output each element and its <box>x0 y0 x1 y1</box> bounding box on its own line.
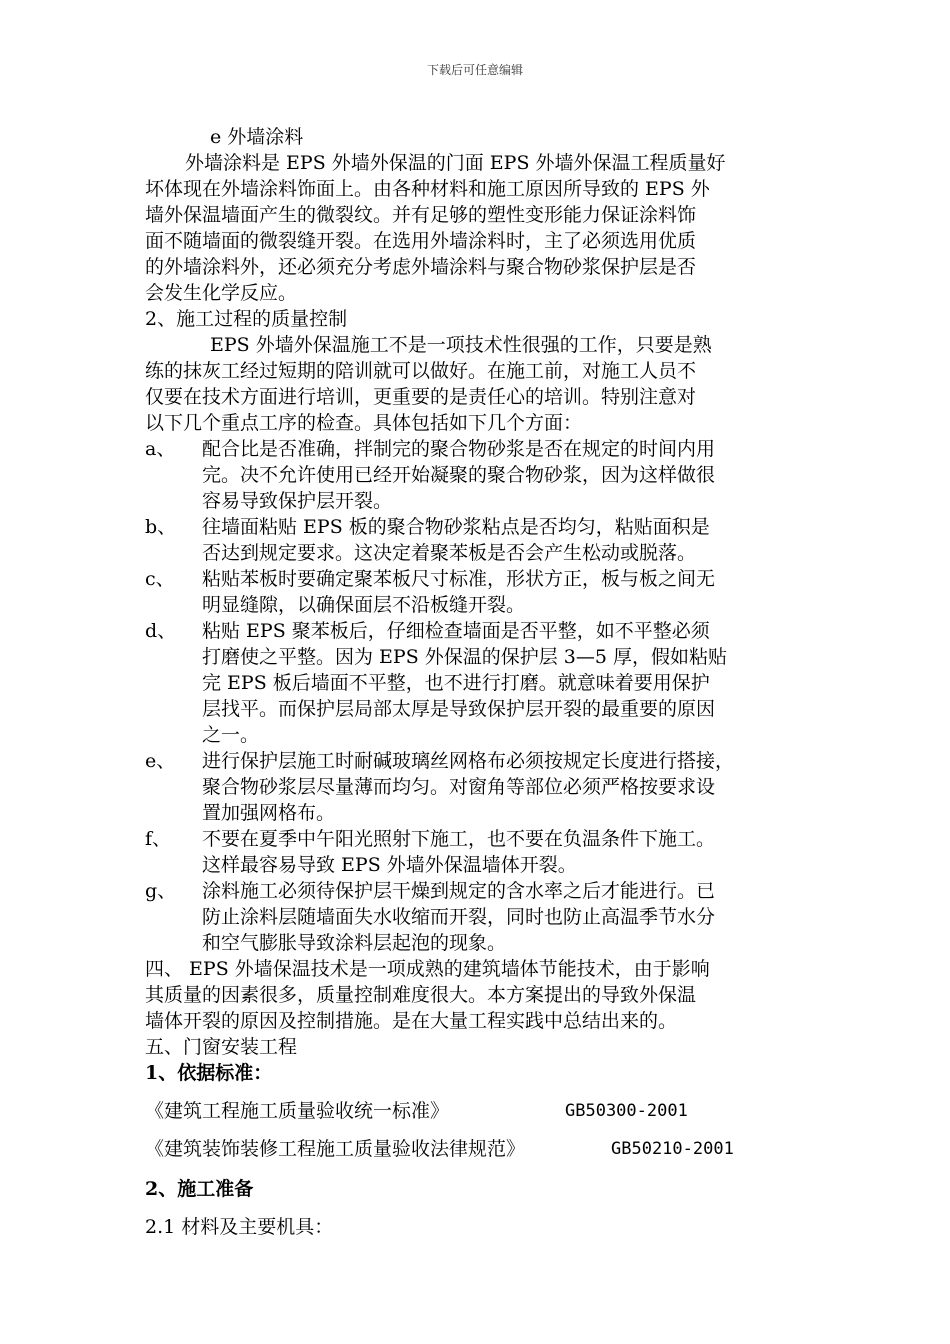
list-line: 否达到规定要求。这决定着聚苯板是否会产生松动或脱落。 <box>202 542 697 564</box>
standard-name: 《建筑装饰装修工程施工质量验收法律规范》 <box>145 1138 526 1160</box>
standard-line <box>145 1136 825 1162</box>
list-line: 和空气膨胀导致涂料层起泡的现象。 <box>202 932 507 954</box>
section-4-line: 四、 EPS 外墙保温技术是一项成熟的建筑墙体节能技术，由于影响 <box>145 958 710 980</box>
list-marker: e、 <box>145 750 176 772</box>
standard-line <box>145 1098 825 1124</box>
section-e-line: 坏体现在外墙涂料饰面上。由各种材料和施工原因所导致的 EPS 外 <box>145 178 710 200</box>
standard-code: GB50300-2001 <box>565 1101 688 1121</box>
list-marker: c、 <box>145 568 175 590</box>
list-line: 聚合物砂浆层尽量薄而均匀。对窗角等部位必须严格按要求设 <box>202 776 716 798</box>
standard-name: 《建筑工程施工质量验收统一标准》 <box>145 1100 450 1122</box>
section-5-sub1-title: 1、依据标准： <box>145 1062 273 1084</box>
list-marker: d、 <box>145 620 177 642</box>
section-5-sub2-title: 2、施工准备 <box>145 1178 254 1200</box>
section-e-line: 的外墙涂料外，还必须充分考虑外墙涂料与聚合物砂浆保护层是否 <box>145 256 697 278</box>
section-4-line: 墙体开裂的原因及控制措施。是在大量工程实践中总结出来的。 <box>145 1010 678 1032</box>
list-line: 往墙面粘贴 EPS 板的聚合物砂浆粘点是否均匀，粘贴面积是 <box>202 516 710 538</box>
section-e-line: 外墙涂料是 EPS 外墙外保温的门面 EPS 外墙外保温工程质量好 <box>185 152 726 174</box>
list-marker: b、 <box>145 516 177 538</box>
list-text <box>202 748 825 826</box>
list-line: 置加强网格布。 <box>202 802 336 824</box>
list-line: 配合比是否准确，拌制完的聚合物砂浆是否在规定的时间内用 <box>202 438 716 460</box>
list-item-c <box>145 566 825 618</box>
list-line: 打磨使之平整。因为 EPS 外保温的保护层 3—5 厚，假如粘贴 <box>202 646 728 668</box>
list-line: 层找平。而保护层局部太厚是导致保护层开裂的最重要的原因 <box>202 698 716 720</box>
list-line: 进行保护层施工时耐碱玻璃丝网格布必须按规定长度进行搭接， <box>202 750 735 772</box>
list-line: 完。决不允许使用已经开始凝聚的聚合物砂浆，因为这样做很 <box>202 464 716 486</box>
list-item-a <box>145 436 825 514</box>
list-item-g <box>145 878 825 956</box>
list-line: 涂料施工必须待保护层干燥到规定的含水率之后才能进行。已 <box>202 880 716 902</box>
list-line: 不要在夏季中午阳光照射下施工，也不要在负温条件下施工。 <box>202 828 716 850</box>
list-line: 粘贴 EPS 聚苯板后，仔细检查墙面是否平整，如不平整必须 <box>202 620 710 642</box>
list-item-f <box>145 826 825 878</box>
list-line: 明显缝隙，以确保面层不沿板缝开裂。 <box>202 594 526 616</box>
section-e-line: 会发生化学反应。 <box>145 282 298 304</box>
section-2-line: EPS 外墙外保温施工不是一项技术性很强的工作，只要是熟 <box>210 334 712 356</box>
list-marker: g、 <box>145 880 177 902</box>
list-marker: a、 <box>145 438 176 460</box>
list-line: 容易导致保护层开裂。 <box>202 490 393 512</box>
list-item-e <box>145 748 825 826</box>
section-2-line: 练的抹灰工经过短期的陪训就可以做好。在施工前，对施工人员不 <box>145 360 697 382</box>
section-e-line: 面不随墙面的微裂缝开裂。在选用外墙涂料时，主了必须选用优质 <box>145 230 697 252</box>
section-5-title: 五、门窗安装工程 <box>145 1036 298 1058</box>
list-line: 防止涂料层随墙面失水收缩而开裂，同时也防止高温季节水分 <box>202 906 716 928</box>
standard-code: GB50210-2001 <box>611 1139 734 1159</box>
page-header: 下载后可任意编辑 <box>426 63 523 77</box>
list-marker: f、 <box>145 828 172 850</box>
section-5-sub2-1: 2.1 材料及主要机具： <box>145 1216 334 1238</box>
list-text <box>202 618 825 748</box>
list-item-b <box>145 514 825 566</box>
list-item-d <box>145 618 825 748</box>
section-4-line: 其质量的因素很多，质量控制难度很大。本方案提出的导致外保温 <box>145 984 697 1006</box>
list-line: 完 EPS 板后墙面不平整，也不进行打磨。就意味着要用保护 <box>202 672 710 694</box>
section-2-line: 以下几个重点工序的检查。具体包括如下几个方面： <box>145 412 583 434</box>
list-line: 粘贴苯板时要确定聚苯板尺寸标准，形状方正，板与板之间无 <box>202 568 716 590</box>
list-text <box>202 436 825 514</box>
list-text <box>202 878 825 956</box>
list-text <box>202 514 825 566</box>
document-body <box>145 124 825 1240</box>
section-2-line: 仅要在技术方面进行培训，更重要的是责任心的培训。特别注意对 <box>145 386 697 408</box>
list-text <box>202 826 825 878</box>
list-text <box>202 566 825 618</box>
section-e-line: 墙外保温墙面产生的微裂纹。并有足够的塑性变形能力保证涂料饰 <box>145 204 697 226</box>
section-2-title: 2、施工过程的质量控制 <box>145 308 348 330</box>
list-line: 这样最容易导致 EPS 外墙外保温墙体开裂。 <box>202 854 577 876</box>
section-e-title: e 外墙涂料 <box>210 126 304 148</box>
list-line: 之一。 <box>202 724 260 746</box>
